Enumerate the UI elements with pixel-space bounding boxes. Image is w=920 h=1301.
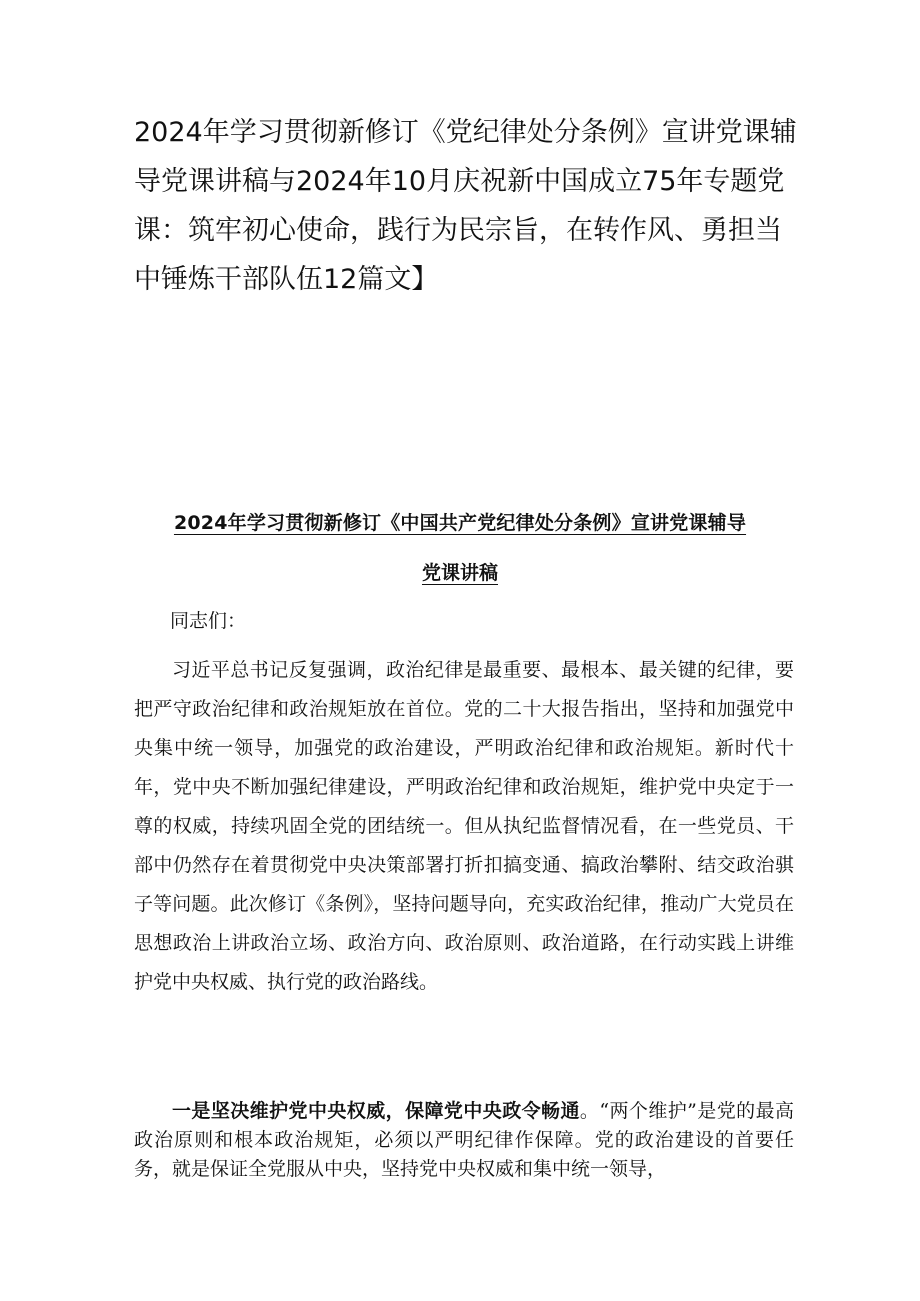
paragraph-2 <box>134 1097 794 1184</box>
paragraph-2-body: 。“两个维护”是党的最高政治原则和根本政治规矩，必须以严明纪律作保障。党的政治建设的首要任务，就是保证全党服从中央，坚持党中央权威和集中统一领导， <box>134 1100 794 1180</box>
paragraph-2-lead: 一是坚决维护党中央权威，保障党中央政令畅通 <box>172 1100 580 1122</box>
document-main-title: 2024年学习贯彻新修订《党纪律处分条例》宣讲党课辅导党课讲稿与2024年10月庆祝新中国成立75年专题党课：筑牢初心使命，践行为民宗旨，在转作风、勇担当中锤炼干部队伍12篇文】 <box>134 117 797 295</box>
section-title-line-1: 2024年学习贯彻新修订《中国共产党纪律处分条例》宣讲党课辅导 <box>173 512 747 534</box>
paragraph-1: 习近平总书记反复强调，政治纪律是最重要、最根本、最关键的纪律，要把严守政治纪律和政治规矩放在首位。党的二十大报告指出，坚持和加强党中央集中统一领导，加强党的政治建设，严明政治纪律和政治规矩。新时代十年，党中央不断加强纪律建设，严明政治纪律和政治规矩，维护党中央定于一尊的权威，持续巩固全党的团结统一。但从执纪监督情况看，在一些党员、干部中仍然存在着贯彻党中央决策部署打折扣搞变通、搞政治攀附、结交政治骐子等问题。此次修订《条例》，坚持问题导向，充实政治纪律，推动广大党员在思想政治上讲政治立场、政治方向、政治原则、政治道路，在行动实践上讲维护党中央权威、执行党的政治路线。 <box>134 659 794 993</box>
section-title-line-2: 党课讲稿 <box>421 562 498 584</box>
greeting: 同志们： <box>170 610 247 632</box>
